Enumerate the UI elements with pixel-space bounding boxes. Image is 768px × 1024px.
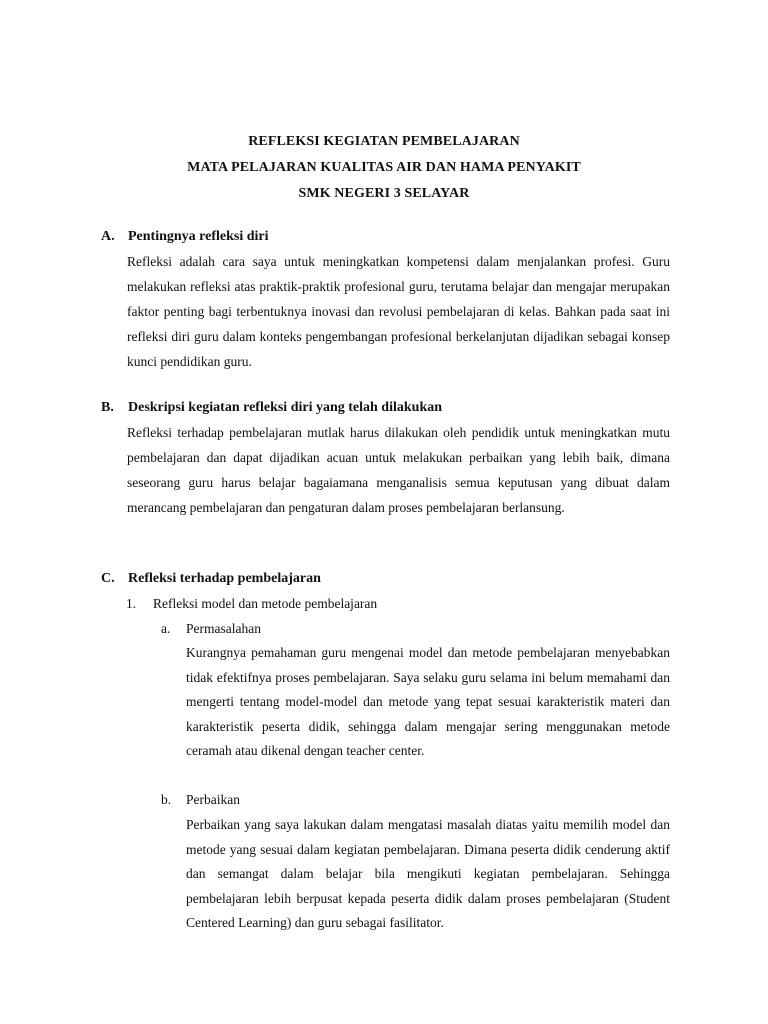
section-c-heading <box>101 568 321 590</box>
subitem-b-letter: b. <box>161 792 172 807</box>
section-c-letter: C. <box>101 571 115 586</box>
section-a-heading <box>101 226 269 248</box>
subitem-b-label: Perbaikan <box>186 792 240 807</box>
section-a-paragraph: Refleksi adalah cara saya untuk meningkatkan kompetensi dalam menjalankan profesi. Guru melakukan refleksi atas praktik-praktik profesional guru, terutama belajar dan mengajar merupakan faktor penting bagi terbentuknya inovasi dan revolusi pembelajaran di kelas. Bahkan pada saat ini refleksi diri guru dalam konteks pengembangan profesional berkelanjutan dijadikan sebagai konsep kunci pendidikan guru. <box>127 254 670 369</box>
item-1-label: Refleksi model dan metode pembelajaran <box>153 596 378 611</box>
section-b-heading <box>101 397 442 419</box>
section-b-paragraph: Refleksi terhadap pembelajaran mutlak harus dilakukan oleh pendidik untuk meningkatkan mutu pembelajaran dan dapat dijadikan acuan untuk melakukan perbaikan yang lebih baik, dimana seseorang guru harus belajar bagaiamana menganalisis semua keputusan yang dibuat dalam merancang pembelajaran dan pengaturan dalam proses pembelajaran berlansung. <box>127 425 670 515</box>
title-line-2: MATA PELAJARAN KUALITAS AIR DAN HAMA PENYAKIT <box>187 160 581 175</box>
subitem-a-letter: a. <box>161 621 171 636</box>
subitem-a-label: Permasalahan <box>186 621 261 636</box>
subitem-a-heading <box>161 618 261 640</box>
section-b-letter: B. <box>101 400 114 415</box>
subitem-b-paragraph: Perbaikan yang saya lakukan dalam mengatasi masalah diatas yaitu memilih model dan metode yang sesuai dalam kegiatan pembelajaran. Dimana peserta didik cenderung aktif dan semangat dalam belajar bila mengikuti kegiatan pembelajaran. Sehingga pembelajaran lebih berpusat kepada peserta didik dalam proses pembelajaran (Student Centered Learning) dan guru sebagai fasilitator. <box>186 817 670 931</box>
title-line-1: REFLEKSI KEGIATAN PEMBELAJARAN <box>248 134 520 149</box>
item-1-number: 1. <box>126 596 137 611</box>
item-1-heading <box>126 593 377 615</box>
section-a-letter: A. <box>101 229 115 244</box>
subitem-b-heading <box>161 789 240 811</box>
section-b-title: Deskripsi kegiatan refleksi diri yang telah dilakukan <box>128 400 443 415</box>
title-line-3: SMK NEGERI 3 SELAYAR <box>298 186 470 201</box>
section-a-title: Pentingnya refleksi diri <box>128 229 269 244</box>
document-title <box>0 129 768 207</box>
section-c-title: Refleksi terhadap pembelajaran <box>128 571 321 586</box>
subitem-a-paragraph: Kurangnya pemahaman guru mengenai model dan metode pembelajaran menyebabkan tidak efektifnya proses pembelajaran. Saya selaku guru selama ini belum memahami dan mengerti tentang model-model dan metode yang tepat sesuai karakteristik materi dan karakteristik peserta didik, sehingga dalam mengajar sering menggunakan metode ceramah atau dikenal dengan teacher center. <box>186 645 670 759</box>
